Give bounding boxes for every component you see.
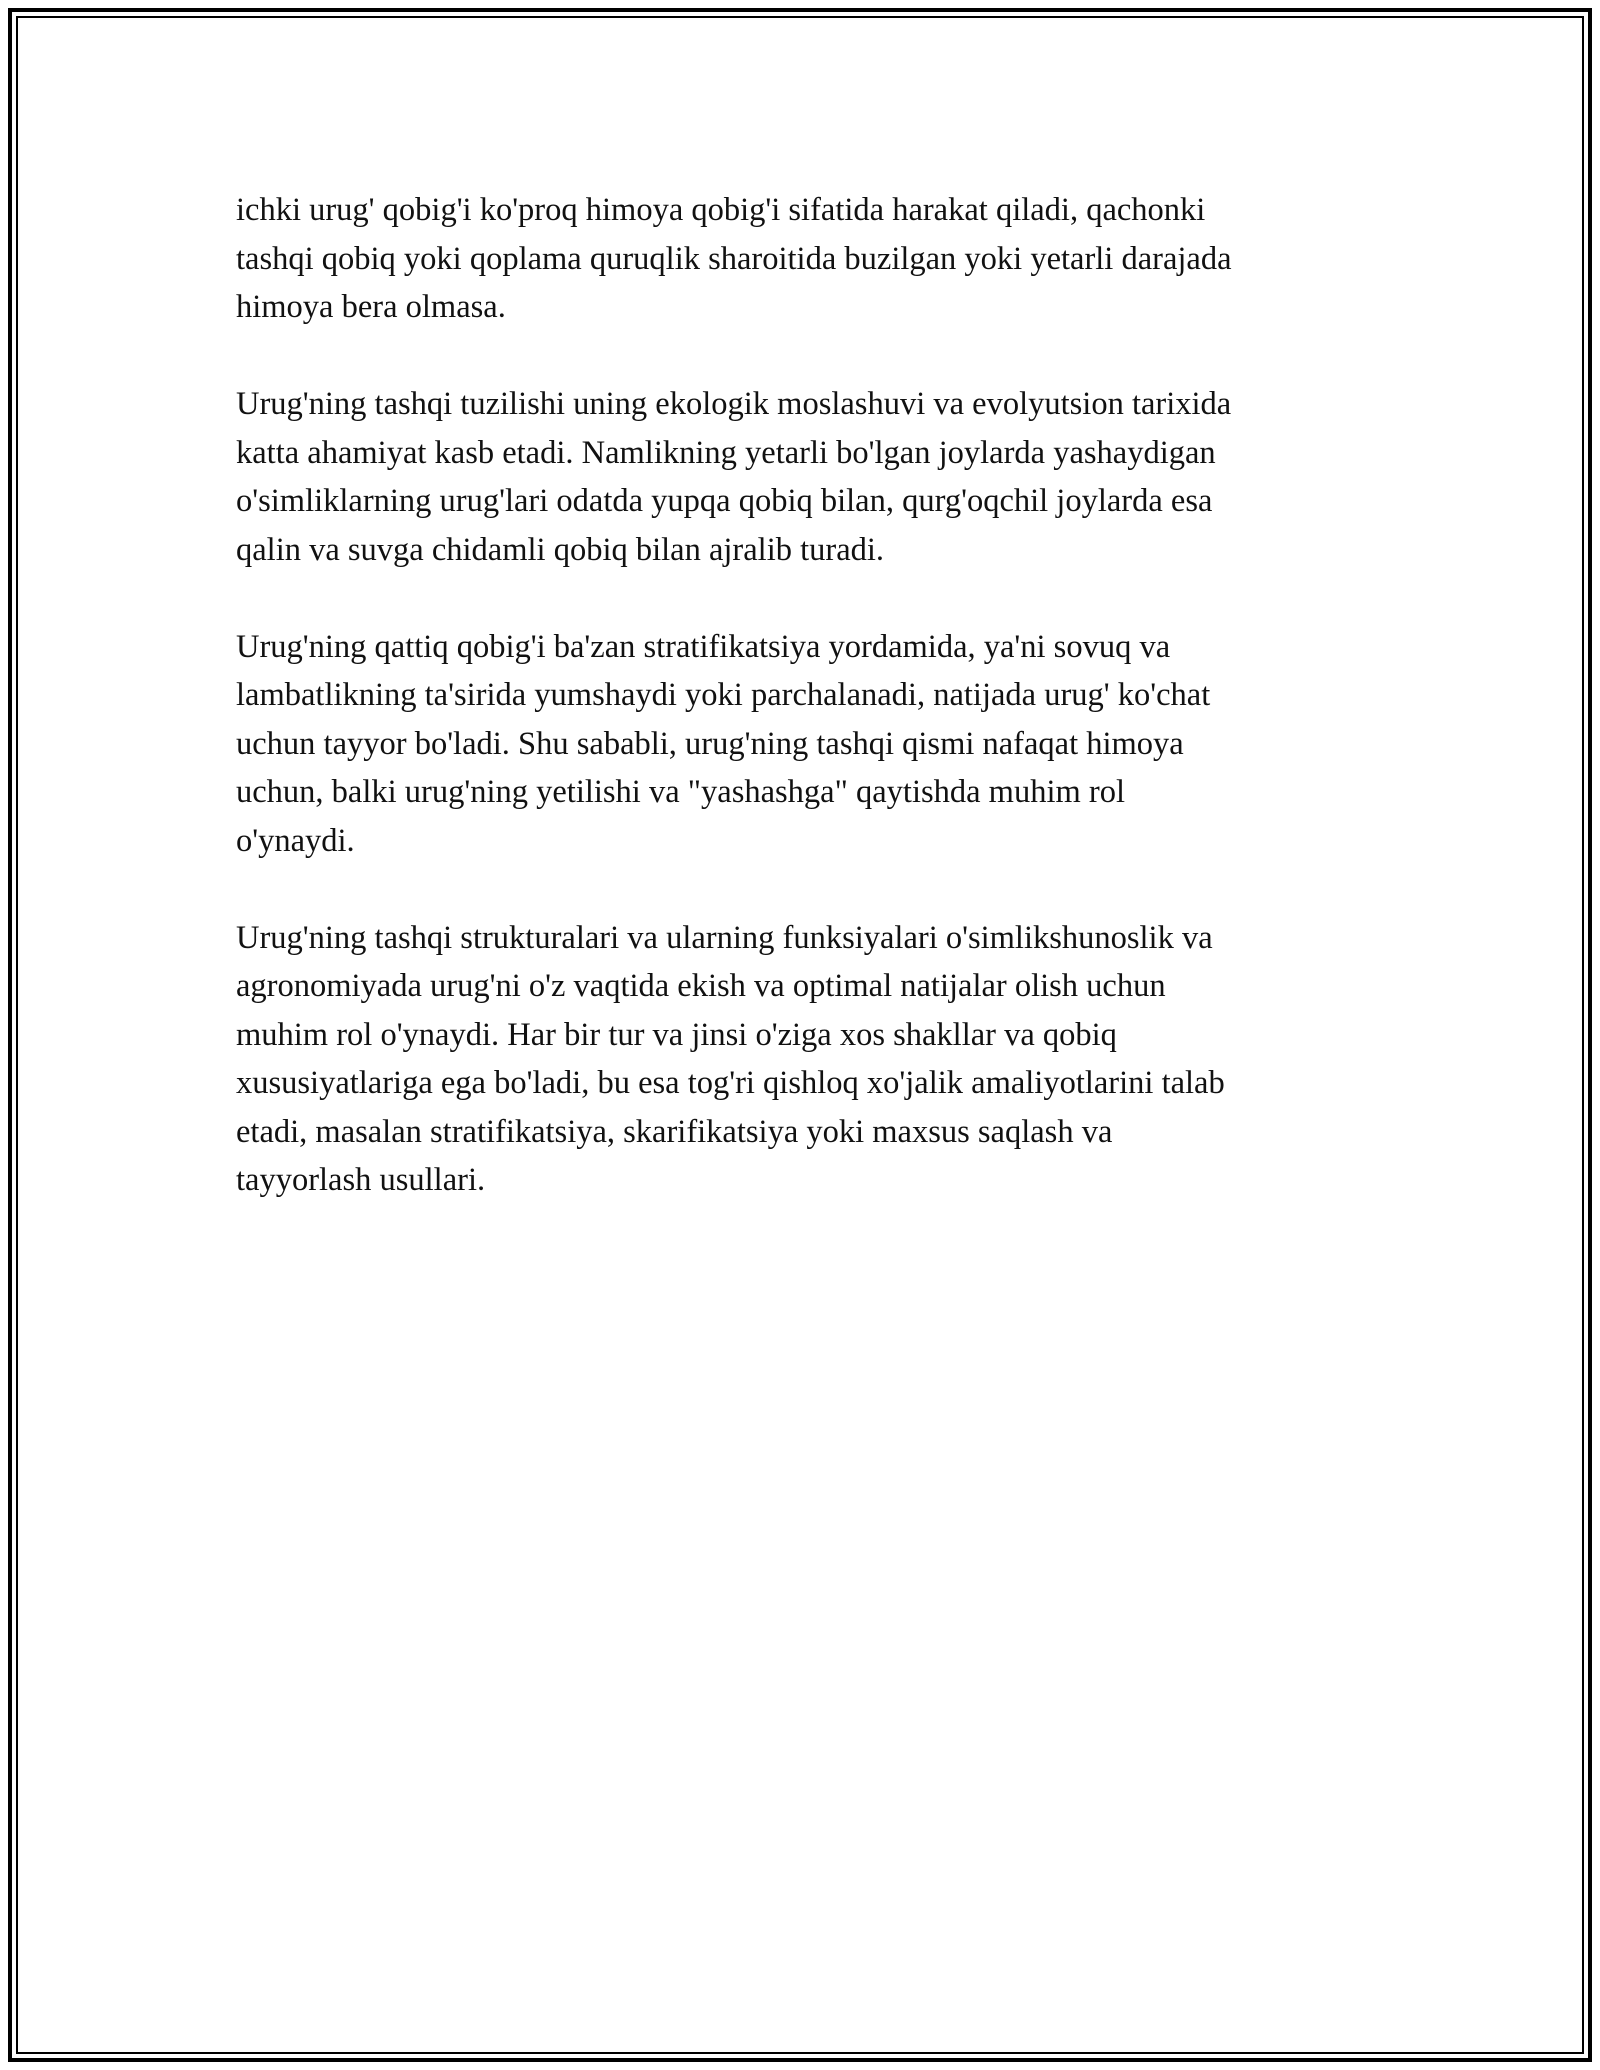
paragraph-line: himoya bera olmasa. xyxy=(236,289,506,325)
paragraph-line: agronomiyada urug'ni o'z vaqtida ekish va optimal natijalar olish uchun xyxy=(236,968,1166,1004)
paragraph-line: lambatlikning ta'sirida yumshaydi yoki parchalanadi, natijada urug' ko'chat xyxy=(236,677,1211,713)
paragraph-line: ichki urug' qobig'i ko'proq himoya qobig'i sifatida harakat qiladi, qachonki xyxy=(236,192,1206,228)
paragraph-2 xyxy=(236,380,1376,574)
paragraph-line: tayyorlash usullari. xyxy=(236,1162,486,1198)
paragraph-line: tashqi qobiq yoki qoplama quruqlik sharoitida buzilgan yoki yetarli darajada xyxy=(236,240,1232,277)
paragraph-1 xyxy=(236,186,1376,332)
paragraph-line: Urug'ning tashqi tuzilishi uning ekologik moslashuvi va evolyutsion tarixida xyxy=(236,386,1232,422)
paragraph-line: qalin va suvga chidamli qobiq bilan ajralib turadi. xyxy=(236,531,885,568)
paragraph-line: etadi, masalan stratifikatsiya, skarifikatsiya yoki maxsus saqlash va xyxy=(236,1113,1113,1150)
paragraph-line: Urug'ning tashqi strukturalari va ularning funksiyalari o'simlikshunoslik va xyxy=(236,919,1213,956)
paragraph-line: xususiyatlariga ega bo'ladi, bu esa tog'ri qishloq xo'jalik amaliyotlarini talab xyxy=(236,1065,1225,1101)
paragraph-line: uchun, balki urug'ning yetilishi va "yashashga" qaytishda muhim rol xyxy=(236,774,1125,810)
document-body xyxy=(236,186,1376,1253)
paragraph-line: uchun tayyor bo'ladi. Shu sababli, urug'ning tashqi qismi nafaqat himoya xyxy=(236,725,1184,762)
paragraph-3 xyxy=(236,623,1376,866)
paragraph-line: muhim rol o'ynaydi. Har bir tur va jinsi o'ziga xos shakllar va qobiq xyxy=(236,1016,1117,1053)
paragraph-line: o'simliklarning urug'lari odatda yupqa qobiq bilan, qurg'oqchil joylarda esa xyxy=(236,483,1213,519)
paragraph-line: o'ynaydi. xyxy=(236,822,355,859)
paragraph-line: katta ahamiyat kasb etadi. Namlikning yetarli bo'lgan joylarda yashaydigan xyxy=(236,434,1216,471)
paragraph-4 xyxy=(236,914,1376,1205)
paragraph-line: Urug'ning qattiq qobig'i ba'zan stratifikatsiya yordamida, ya'ni sovuq va xyxy=(236,628,1171,665)
